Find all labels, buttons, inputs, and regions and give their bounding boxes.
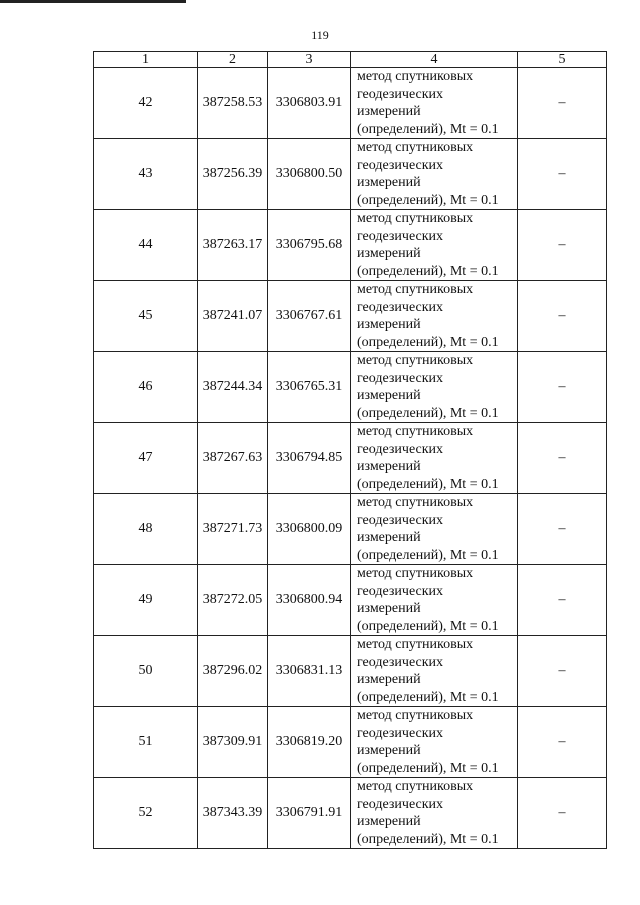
method-cell xyxy=(351,352,518,423)
method-line: (определений), Mt = 0.1 xyxy=(357,192,499,208)
method-line: (определений), Mt = 0.1 xyxy=(357,689,499,705)
method-line: метод спутниковых xyxy=(357,424,474,439)
point-number-cell: 46 xyxy=(94,352,198,423)
method-line: метод спутниковых xyxy=(357,69,474,84)
x-coordinate-cell: 387241.07 xyxy=(198,281,268,352)
note-cell: – xyxy=(518,636,607,707)
method-line: метод спутниковых xyxy=(357,566,474,581)
method-cell xyxy=(351,210,518,281)
method-line: метод спутниковых xyxy=(357,637,474,652)
method-line: (определений), Mt = 0.1 xyxy=(357,405,499,421)
point-number-cell: 45 xyxy=(94,281,198,352)
method-cell xyxy=(351,707,518,778)
coordinates-table xyxy=(93,51,607,849)
method-line: метод спутниковых xyxy=(357,708,474,723)
table-row xyxy=(94,423,607,494)
method-line: (определений), Mt = 0.1 xyxy=(357,760,499,776)
note-cell: – xyxy=(518,281,607,352)
method-line: измерений xyxy=(357,104,421,119)
note-cell: – xyxy=(518,707,607,778)
method-line: измерений xyxy=(357,743,421,758)
method-line: (определений), Mt = 0.1 xyxy=(357,121,499,137)
method-line: геодезических xyxy=(357,583,444,599)
header-col-3: 3 xyxy=(268,52,351,68)
method-line: геодезических xyxy=(357,299,444,315)
note-cell: – xyxy=(518,352,607,423)
note-cell: – xyxy=(518,139,607,210)
note-cell: – xyxy=(518,210,607,281)
note-cell: – xyxy=(518,423,607,494)
method-line: измерений xyxy=(357,459,421,474)
y-coordinate-cell: 3306795.68 xyxy=(268,210,351,281)
table-row xyxy=(94,565,607,636)
method-line: геодезических xyxy=(357,86,444,102)
point-number-cell: 47 xyxy=(94,423,198,494)
method-line: (определений), Mt = 0.1 xyxy=(357,831,499,847)
method-line: (определений), Mt = 0.1 xyxy=(357,547,499,563)
table-row xyxy=(94,139,607,210)
point-number-cell: 43 xyxy=(94,139,198,210)
note-cell: – xyxy=(518,778,607,849)
x-coordinate-cell: 387296.02 xyxy=(198,636,268,707)
point-number-cell: 51 xyxy=(94,707,198,778)
method-cell xyxy=(351,565,518,636)
y-coordinate-cell: 3306800.94 xyxy=(268,565,351,636)
point-number-cell: 44 xyxy=(94,210,198,281)
top-rule xyxy=(0,0,186,3)
method-cell xyxy=(351,68,518,139)
method-line: геодезических xyxy=(357,725,444,741)
x-coordinate-cell: 387263.17 xyxy=(198,210,268,281)
x-coordinate-cell: 387258.53 xyxy=(198,68,268,139)
x-coordinate-cell: 387244.34 xyxy=(198,352,268,423)
method-line: геодезических xyxy=(357,654,444,670)
method-line: (определений), Mt = 0.1 xyxy=(357,618,499,634)
y-coordinate-cell: 3306803.91 xyxy=(268,68,351,139)
point-number-cell: 50 xyxy=(94,636,198,707)
method-cell xyxy=(351,139,518,210)
point-number-cell: 42 xyxy=(94,68,198,139)
method-line: метод спутниковых xyxy=(357,140,474,155)
method-line: (определений), Mt = 0.1 xyxy=(357,334,499,350)
point-number-cell: 49 xyxy=(94,565,198,636)
y-coordinate-cell: 3306794.85 xyxy=(268,423,351,494)
header-col-4: 4 xyxy=(351,52,518,68)
method-line: геодезических xyxy=(357,157,444,173)
method-line: измерений xyxy=(357,388,421,403)
x-coordinate-cell: 387267.63 xyxy=(198,423,268,494)
method-line: метод спутниковых xyxy=(357,779,474,794)
x-coordinate-cell: 387309.91 xyxy=(198,707,268,778)
method-cell xyxy=(351,423,518,494)
method-line: измерений xyxy=(357,672,421,687)
y-coordinate-cell: 3306800.09 xyxy=(268,494,351,565)
table-row xyxy=(94,636,607,707)
method-line: измерений xyxy=(357,530,421,545)
note-cell: – xyxy=(518,68,607,139)
x-coordinate-cell: 387272.05 xyxy=(198,565,268,636)
method-line: геодезических xyxy=(357,796,444,812)
method-line: метод спутниковых xyxy=(357,353,474,368)
method-cell xyxy=(351,281,518,352)
method-line: измерений xyxy=(357,814,421,829)
method-line: измерений xyxy=(357,317,421,332)
note-cell: – xyxy=(518,494,607,565)
method-line: метод спутниковых xyxy=(357,495,474,510)
method-line: измерений xyxy=(357,601,421,616)
header-col-1: 1 xyxy=(94,52,198,68)
y-coordinate-cell: 3306767.61 xyxy=(268,281,351,352)
method-line: (определений), Mt = 0.1 xyxy=(357,476,499,492)
method-line: геодезических xyxy=(357,228,444,244)
y-coordinate-cell: 3306791.91 xyxy=(268,778,351,849)
page-number: 119 xyxy=(311,28,329,42)
table-row xyxy=(94,707,607,778)
method-cell xyxy=(351,494,518,565)
table-row xyxy=(94,494,607,565)
method-line: геодезических xyxy=(357,512,444,528)
x-coordinate-cell: 387343.39 xyxy=(198,778,268,849)
x-coordinate-cell: 387256.39 xyxy=(198,139,268,210)
table-row xyxy=(94,210,607,281)
method-line: (определений), Mt = 0.1 xyxy=(357,263,499,279)
y-coordinate-cell: 3306819.20 xyxy=(268,707,351,778)
table-row xyxy=(94,778,607,849)
method-line: измерений xyxy=(357,246,421,261)
point-number-cell: 52 xyxy=(94,778,198,849)
method-cell xyxy=(351,778,518,849)
x-coordinate-cell: 387271.73 xyxy=(198,494,268,565)
y-coordinate-cell: 3306831.13 xyxy=(268,636,351,707)
header-col-5: 5 xyxy=(518,52,607,68)
table-row xyxy=(94,68,607,139)
method-line: измерений xyxy=(357,175,421,190)
y-coordinate-cell: 3306765.31 xyxy=(268,352,351,423)
y-coordinate-cell: 3306800.50 xyxy=(268,139,351,210)
method-line: метод спутниковых xyxy=(357,211,474,226)
point-number-cell: 48 xyxy=(94,494,198,565)
table-row xyxy=(94,281,607,352)
method-line: геодезических xyxy=(357,441,444,457)
method-line: геодезических xyxy=(357,370,444,386)
method-cell xyxy=(351,636,518,707)
method-line: метод спутниковых xyxy=(357,282,474,297)
table-header-row xyxy=(94,52,607,68)
note-cell: – xyxy=(518,565,607,636)
header-col-2: 2 xyxy=(198,52,268,68)
table-row xyxy=(94,352,607,423)
